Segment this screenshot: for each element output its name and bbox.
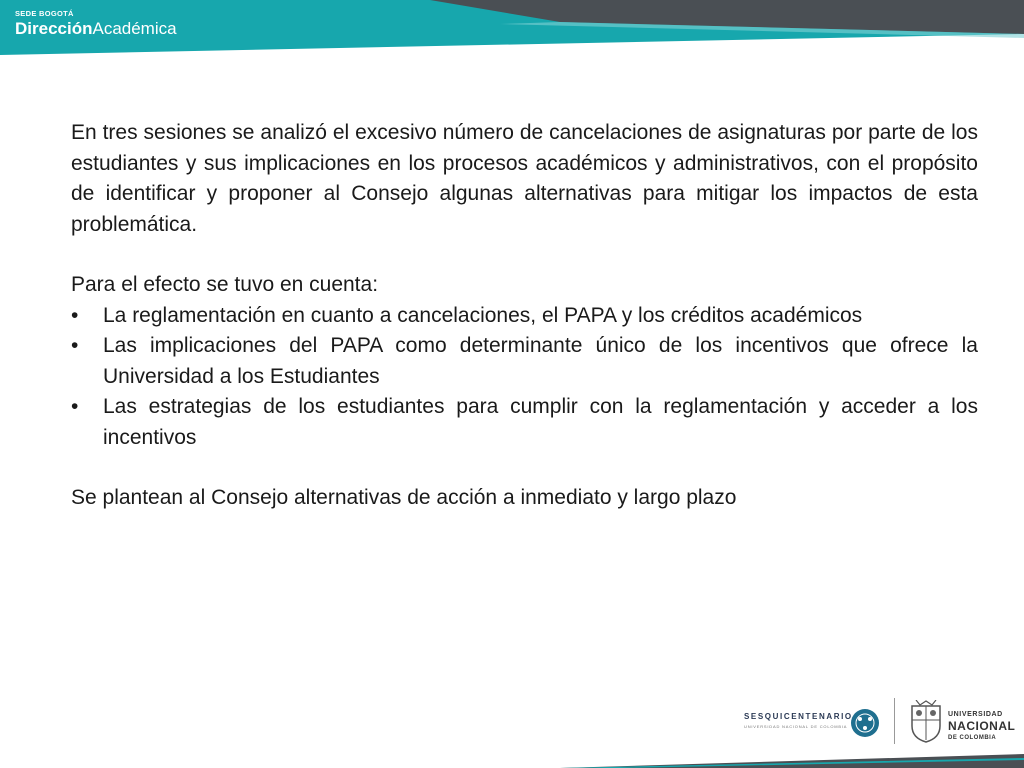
unal-line2: NACIONAL [948, 719, 1016, 733]
bullet-symbol: • [71, 303, 79, 327]
unal-logo-text [948, 710, 1015, 743]
sesquicentenario-subtitle: UNIVERSIDAD NACIONAL DE COLOMBIA [744, 724, 848, 729]
bullet-text: La reglamentación en cuanto a cancelaciones, el PAPA y los créditos académicos [103, 303, 863, 327]
bullet-list [71, 301, 978, 454]
bullet-item [71, 301, 978, 332]
unal-line3: DE COLOMBIA [948, 735, 997, 741]
footer-band-shape [0, 754, 1024, 768]
bullet-item [71, 331, 978, 392]
lead-paragraph: Para el efecto se tuvo en cuenta: [71, 273, 379, 296]
slide-content [71, 118, 978, 514]
brand-sede: SEDE BOGOTÁ [15, 9, 74, 18]
closing-paragraph: Se plantean al Consejo alternativas de acción a inmediato y largo plazo [71, 486, 737, 509]
sesquicentenario-emblem-icon [850, 708, 880, 738]
bullet-item [71, 392, 978, 453]
unal-line1: UNIVERSIDAD [948, 711, 1003, 718]
bullet-symbol: • [71, 395, 79, 418]
bullet-symbol: • [71, 334, 79, 357]
brand-title-part2: Académica [92, 19, 177, 38]
intro-paragraph: En tres sesiones se analizó el excesivo número de cancelaciones de asignaturas por parte de los estudiantes y sus implicaciones en los procesos académicos y administrativos, con el propósito de identificar y proponer al Consejo algunas alternativas para mitigar los impactos de esta problemática. [71, 121, 978, 236]
brand-logo [15, 9, 177, 39]
sesquicentenario-logo-text: SESQUICENTENARIO [744, 712, 853, 721]
header-banner [0, 0, 1024, 60]
brand-title [15, 19, 177, 38]
footer-divider [894, 698, 895, 744]
bullet-text: Las implicaciones del PAPA como determinante único de los incentivos que ofrece la Universidad a los Estudiantes [103, 334, 978, 388]
bullet-text: Las estrategias de los estudiantes para cumplir con la reglamentación y acceder a los incentivos [103, 395, 978, 449]
brand-title-part1: Dirección [15, 19, 93, 38]
unal-crest-icon [908, 700, 944, 744]
